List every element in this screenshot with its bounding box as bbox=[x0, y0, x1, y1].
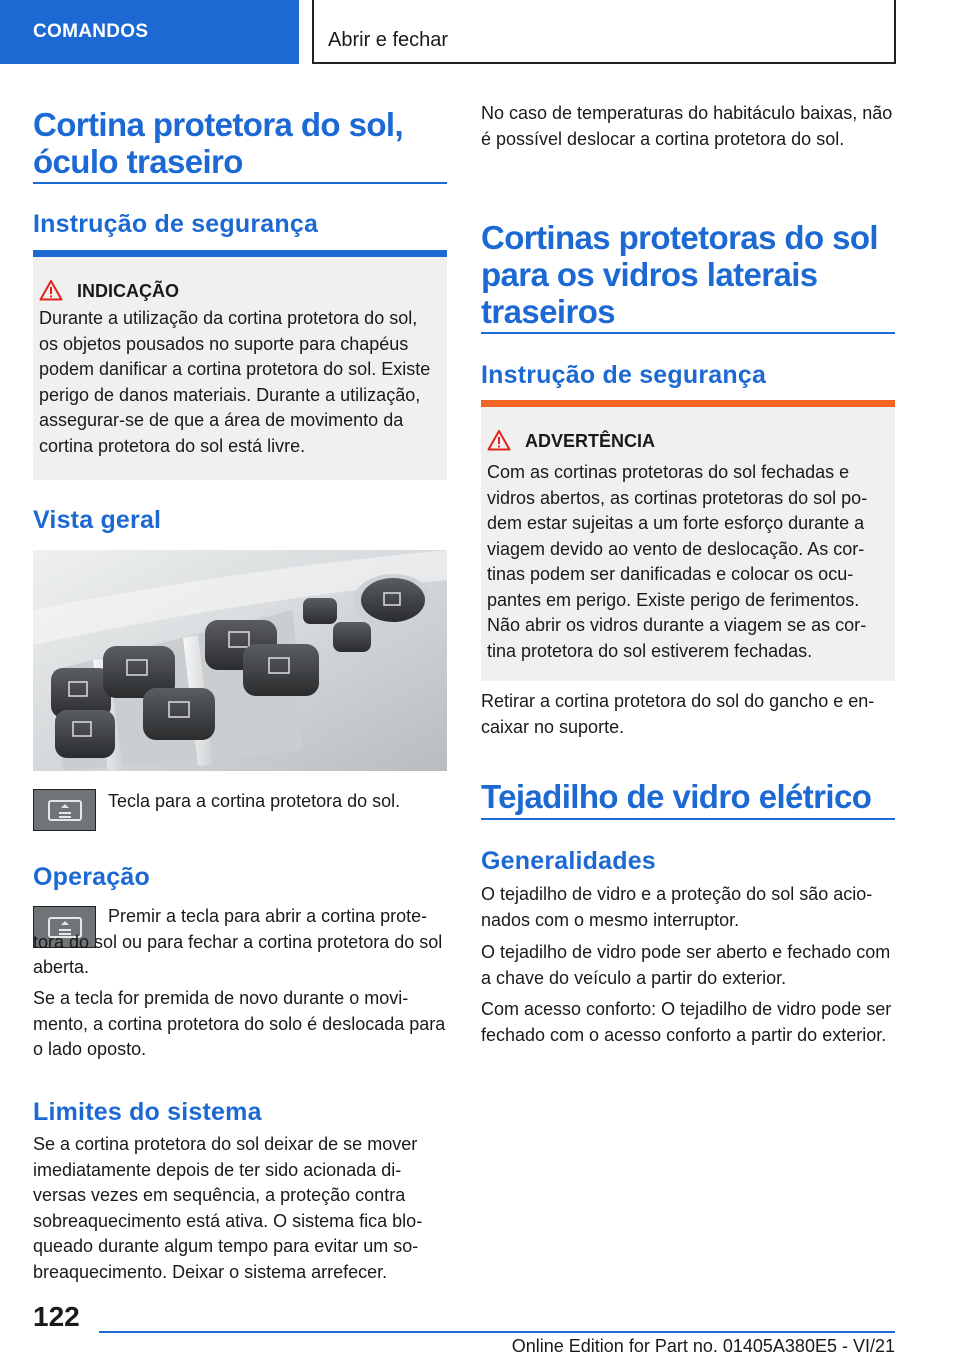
section-tab: COMANDOS bbox=[0, 0, 299, 64]
sunblind-key-icon bbox=[33, 789, 96, 831]
warning-bar bbox=[481, 400, 895, 407]
title-rule bbox=[481, 818, 895, 820]
operation-heading: Operação bbox=[33, 863, 150, 891]
remove-sunblind-text: Retirar a cortina protetora do sol do gancho e encaixar no suporte. bbox=[481, 691, 875, 737]
warning-triangle-icon bbox=[39, 279, 63, 301]
notice-bar bbox=[33, 250, 447, 257]
warning-triangle-icon bbox=[487, 429, 511, 451]
cold-temperature-text: No caso de temperaturas do habitáculo baixas, não é possível deslocar a cortina protetora do sol. bbox=[481, 103, 893, 149]
window-switch-panel-image bbox=[33, 550, 447, 771]
page-title-side-sunblinds: Cortinas protetoras do sol para os vidros laterais traseiros bbox=[481, 219, 878, 330]
notice-header bbox=[39, 279, 179, 303]
warning-label: ADVERTÊNCIA bbox=[525, 431, 656, 451]
general-heading: Generalidades bbox=[481, 847, 656, 875]
chapter-title: Abrir e fechar bbox=[312, 0, 896, 64]
general-paragraph-3: Com acesso conforto: O tejadilho de vidro pode ser fechado com o acesso conforto a partir do exterior. bbox=[481, 999, 892, 1045]
safety-heading: Instrução de segurança bbox=[33, 210, 319, 238]
limits-heading: Limites do sistema bbox=[33, 1098, 262, 1126]
operation-text-2: Se a tecla for premida de novo durante o movimento, a cortina protetora do solo é deslocada para o lado oposto. bbox=[33, 988, 446, 1059]
warning-box bbox=[481, 400, 895, 681]
page-title-rear-sunblind: Cortina protetora do sol, óculo traseiro bbox=[33, 106, 404, 180]
title-rule bbox=[481, 332, 895, 334]
limits-text: Se a cortina protetora do sol deixar de se mover imediatamente depois de ter sido acionada diversas vezes em sequência, a proteção contra sobreaquecimento está ativa. O sistema fica bloqueado durante algum tempo para evitar um sobreaquecimento. Deixar o sistema arrefecer. bbox=[33, 1134, 423, 1282]
safety-heading-right: Instrução de segurança bbox=[481, 361, 767, 389]
page-number: 122 bbox=[33, 1301, 80, 1332]
warning-header bbox=[487, 429, 655, 453]
key-caption: Tecla para a cortina protetora do sol. bbox=[108, 791, 401, 811]
notice-box bbox=[33, 250, 447, 480]
glass-roof-title: Tejadilho de vidro elétrico bbox=[481, 778, 872, 815]
footer-rule bbox=[99, 1331, 895, 1333]
operation-text-1: Premir a tecla para abrir a cortina protetora do sol ou para fechar a cortina protetora do sol aberta. bbox=[33, 906, 443, 977]
overview-heading: Vista geral bbox=[33, 506, 162, 534]
general-paragraph-2: O tejadilho de vidro pode ser aberto e fechado com a chave do veículo a partir do exterior. bbox=[481, 942, 891, 988]
edition-info: Online Edition for Part no. 01405A380E5 - VI/21 bbox=[511, 1336, 895, 1356]
notice-text: Durante a utilização da cortina protetora do sol, os objetos pousados no suporte para chapéus podem danificar a cortina protetora do sol. Existe perigo de danos materiais. Durante a utilização, assegurar-se de que a área de movimento da cortina protetora do sol está livre. bbox=[39, 308, 431, 456]
notice-label: INDICAÇÃO bbox=[77, 281, 179, 301]
general-paragraph-1: O tejadilho de vidro e a proteção do sol são acionados com o mesmo interruptor. bbox=[481, 884, 873, 930]
warning-text: Com as cortinas protetoras do sol fechadas e vidros abertos, as cortinas protetoras do sol podem estar sujeitas a um forte esforço durante a viagem devido ao vento de deslocação. As cortinas podem ser danificadas e colocar os ocupantes em perigo. Existe perigo de ferimentos. Não abrir os vidros durante a viagem se as cortina protetora do sol estiverem fechadas. bbox=[487, 462, 868, 661]
title-rule bbox=[33, 182, 447, 184]
